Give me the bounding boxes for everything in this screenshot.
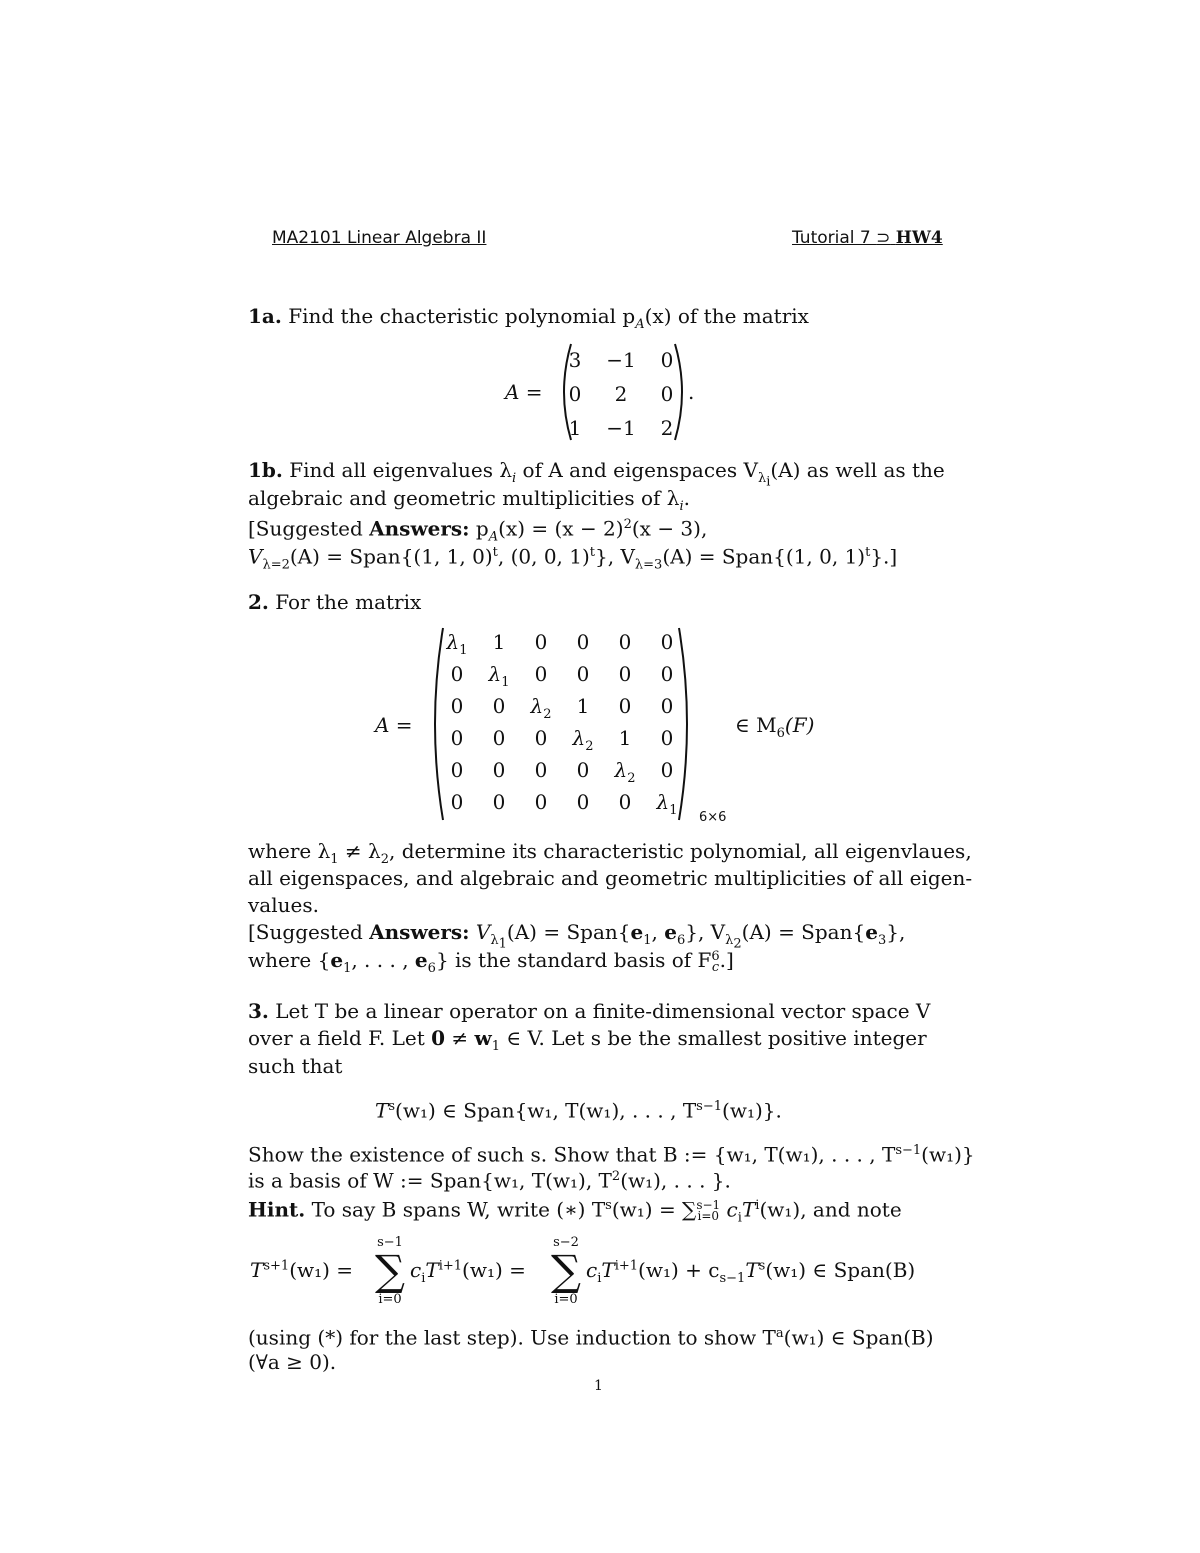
matrix-cell: $\lambda_2$: [572, 726, 594, 754]
page-number: 1: [594, 1378, 603, 1394]
matrix-cell: 0: [618, 694, 632, 718]
matrix-cell: 0: [576, 758, 590, 782]
q1a-matrix: [553, 340, 693, 444]
matrix-cell: 0: [450, 726, 464, 750]
q3-line7: (using (*) for the last step). Use induction to show $T^a(w_1)$ ∈ Span(B): [248, 1325, 934, 1350]
q1a-lhs: A =: [505, 380, 543, 404]
q2-para-line2: all eigenspaces, and algebraic and geometric multiplicities of all eigen-: [248, 866, 973, 890]
matrix-cell: 0: [660, 758, 674, 782]
matrix-cell: 0: [450, 758, 464, 782]
matrix-cell: $\lambda_1$: [446, 630, 468, 658]
q1a-end: .: [688, 380, 695, 404]
matrix-cell: 0: [492, 758, 506, 782]
matrix-cell: 2: [614, 382, 628, 406]
q3-line5: is a basis of W := Span{w₁, T(w₁), $T^2(w_1)$, . . . }.: [248, 1168, 731, 1193]
q1a-prompt: 1a. Find the chacteristic polynomial $p_A(x)$ of the matrix: [248, 304, 809, 332]
matrix-cell: 1: [492, 630, 506, 654]
q1b-line1: 1b. Find all eigenvalues $\lambda_i$ of A and eigenspaces $V_{\lambda_i}(A)$ as well as the: [248, 458, 945, 490]
matrix-cell: 0: [534, 630, 548, 654]
q3-sum2: s−2 ∑ i=0: [551, 1235, 581, 1307]
q3-hint: Hint. To say B spans W, write (∗) $T^s(w_1) = \sum s-1$ i=0 $c_iT^i(w_1)$, and note: [248, 1197, 902, 1226]
matrix-cell: 1: [576, 694, 590, 718]
matrix-cell: 0: [660, 694, 674, 718]
matrix-cell: $\lambda_2$: [530, 694, 552, 722]
q3-display-eq: $T^s(w_1)$ ∈ Span{w₁, T(w₁), . . . , $T^{s-1}(w_1)$}.: [375, 1098, 782, 1123]
matrix-cell: 0: [492, 694, 506, 718]
matrix-cell: 0: [660, 630, 674, 654]
matrix-cell: 0: [576, 662, 590, 686]
q1b-line2: algebraic and geometric multiplicities of $\lambda_i$.: [248, 486, 690, 514]
q3-line3: such that: [248, 1054, 343, 1078]
q1b-answer-line1: [Suggested Answers: $p_A(x) = (x - 2)^2(x - 3)$,: [248, 516, 708, 545]
matrix-cell: −1: [606, 348, 636, 372]
matrix-cell: 0: [576, 790, 590, 814]
q3-line1: 3. Let T be a linear operator on a finite-dimensional vector space V: [248, 999, 931, 1023]
matrix-cell: 0: [534, 758, 548, 782]
matrix-cell: 0: [660, 662, 674, 686]
matrix-cell: 0: [660, 348, 674, 372]
matrix-cell: 0: [660, 726, 674, 750]
matrix-cell: 1: [568, 416, 582, 440]
q3-line8: (∀a ≥ 0).: [248, 1350, 337, 1374]
q2-para-line1: where $\lambda_1 \ne \lambda_2$, determine its characteristic polynomial, all eigenvlaues,: [248, 839, 972, 867]
q2-matrix: [425, 624, 697, 824]
header-tutorial: Tutorial 7 ⊃ HW4: [792, 228, 943, 248]
hw-link[interactable]: HW4: [895, 228, 943, 248]
matrix-cell: 0: [534, 726, 548, 750]
q2-para-line3: values.: [248, 893, 319, 917]
matrix-cell: 0: [660, 382, 674, 406]
matrix-cell: $\lambda_1$: [656, 790, 678, 818]
matrix-cell: 0: [534, 790, 548, 814]
matrix-cell: 0: [534, 662, 548, 686]
q3-sum-mid: $c_iT^{i+1}(w_1)$ =: [410, 1258, 526, 1286]
q1b-answer-line2: $V_{\lambda=2}(A)$ = Span{(1, 1, 0)$^t$, (0, 0, 1)$^t$}, $V_{\lambda=3}(A)$ = Span{(1, 0, 1)$^t$}.]: [248, 544, 898, 573]
matrix-cell: 0: [450, 662, 464, 686]
header-course: MA2101 Linear Algebra II: [272, 228, 487, 248]
matrix-cell: 0: [568, 382, 582, 406]
matrix-cell: 0: [618, 630, 632, 654]
q2-answer-line1: [Suggested Answers: $V_{\lambda_1}(A)$ = $Span\{e_1$, $e_6$}, $V_{\lambda_2}(A)$ = $Span\{e_3\}$,: [248, 920, 906, 952]
matrix-cell: 0: [618, 662, 632, 686]
matrix-cell: 0: [618, 790, 632, 814]
matrix-cell: $\lambda_2$: [614, 758, 636, 786]
q3-sum1: s−1 ∑ i=0: [375, 1235, 405, 1307]
q2-lhs: A =: [375, 713, 413, 737]
matrix-cell: 0: [576, 630, 590, 654]
q2-answer-line2: where {$e_1$, . . . , $e_6$} is the standard basis of F6 c.]: [248, 948, 734, 976]
matrix-cell: $\lambda_1$: [488, 662, 510, 690]
matrix-cell: 0: [450, 790, 464, 814]
matrix-cell: 0: [492, 790, 506, 814]
q2-membership: ∈ $M_6(F)$: [735, 713, 815, 741]
q3-line2: over a field F. Let $0 \ne w_1$ ∈ V. Let s be the smallest positive integer: [248, 1026, 927, 1054]
matrix-cell: 3: [568, 348, 582, 372]
q3-sum-rhs: $c_iT^{i+1}(w_1) + c_{s-1}T^s(w_1)$ ∈ Span(B): [586, 1258, 916, 1286]
q3-sum-lhs: $T^{s+1}(w_1)$ =: [250, 1258, 354, 1282]
q3-line4: Show the existence of such s. Show that B := {w₁, T(w₁), . . . , $T^{s-1}(w_1)$}: [248, 1142, 975, 1167]
matrix-cell: −1: [606, 416, 636, 440]
matrix-cell: 0: [492, 726, 506, 750]
q2-prompt: 2. For the matrix: [248, 590, 422, 614]
matrix-cell: 2: [660, 416, 674, 440]
q2-matrix-size: 6×6: [699, 810, 727, 825]
matrix-cell: 1: [618, 726, 632, 750]
matrix-cell: 0: [450, 694, 464, 718]
